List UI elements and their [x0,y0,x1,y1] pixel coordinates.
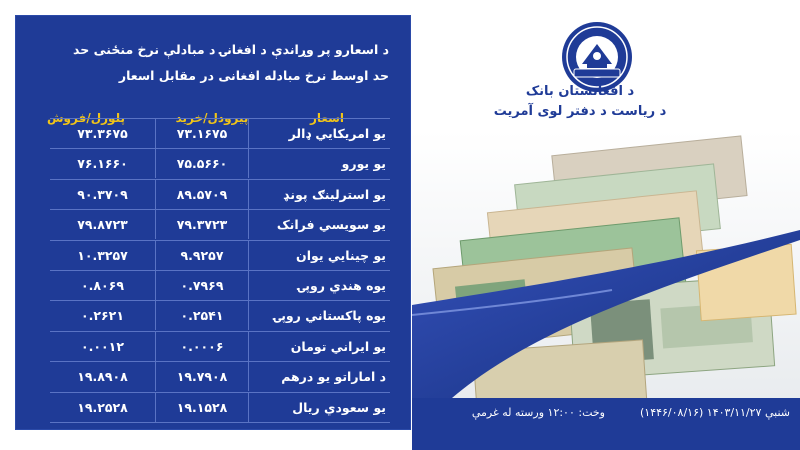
buy-rate: ۰.۲۵۴۱ [155,301,249,330]
table-row [50,210,390,240]
panel-headline [29,37,389,89]
sell-rate: ۱۹.۸۹۰۸ [77,369,128,385]
column-header-buy: پیرودل/خرید [175,111,249,125]
currency-name: یو امریکايي ډالر [288,126,386,141]
bank-name-line-1: د افغانستان بانک [525,84,635,99]
bank-name-line-2: د ریاست د دفتر لوی آمریت [493,104,667,119]
currency-name: یو چینایي یوان [296,247,386,263]
table-row [50,271,390,301]
currency-name: د اماراتو یو درهم [281,369,386,385]
banknotes-illustration [412,130,800,398]
sell-rate: ۰.۲۶۲۱ [81,308,124,324]
sell-rate: ۰.۸۰۶۹ [81,277,124,293]
sell-rate: ۱۰.۳۲۵۷ [77,247,128,263]
currency-name: یو سعودي ریال [292,399,386,415]
currency-name: یوه هندي روپۍ [297,277,386,293]
sell-rate: ۱۹.۲۵۲۸ [77,399,128,415]
table-row [50,149,390,179]
currency-name: یوه پاکستاني روپۍ [273,308,386,324]
currency-name: یو سویسي فرانک [276,217,386,233]
sell-rate: ۷۳.۳۶۷۵ [77,126,128,141]
table-row [50,393,390,423]
currency-name: یو استرلینګ پونډ [283,186,386,202]
headline-line-1: د اسعارو پر وړاندې د افغانۍ د مبادلې نرخ منځنی حد [73,42,389,57]
table-row [50,362,390,392]
currency-name: یو یورو [341,156,386,172]
headline-line-2: حد اوسط نرخ مبادله افغانی در مقابل اسعار [118,68,389,83]
sell-rate: ۰.۰۰۱۲ [81,338,124,354]
footer-time: وخت: ۱۲:۰۰ ورسته له غرمې [471,406,605,419]
footer-bar [412,398,800,450]
table-row [50,180,390,210]
buy-rate: ۷۳.۱۶۷۵ [155,119,249,148]
column-header-sell: پلورل/فروش [47,111,125,125]
currency-name: یو ایراني تومان [290,338,386,354]
buy-rate: ۰.۰۰۰۶ [155,332,249,361]
buy-rate: ۷۵.۵۶۶۰ [155,149,249,178]
buy-rate: ۹.۹۲۵۷ [155,241,249,270]
table-row [50,332,390,362]
bank-name [430,82,730,122]
sell-rate: ۷۹.۸۷۲۳ [77,217,128,233]
buy-rate: ۷۹.۳۷۲۳ [155,210,249,239]
buy-rate: ۱۹.۱۵۲۸ [155,393,249,422]
table-row [50,301,390,331]
table-row [50,118,390,149]
buy-rate: ۰.۷۹۶۹ [155,271,249,300]
buy-rate: ۱۹.۷۹۰۸ [155,362,249,391]
sell-rate: ۷۶.۱۶۶۰ [77,156,128,172]
rates-table [50,118,390,423]
sell-rate: ۹۰.۳۷۰۹ [77,186,128,202]
column-header-currency: اسعار [309,111,345,125]
table-row [50,241,390,271]
buy-rate: ۸۹.۵۷۰۹ [155,180,249,209]
footer-date: شنبې ۱۴۰۳/۱۱/۲۷ (۱۴۴۶/۰۸/۱۶) [640,406,790,419]
